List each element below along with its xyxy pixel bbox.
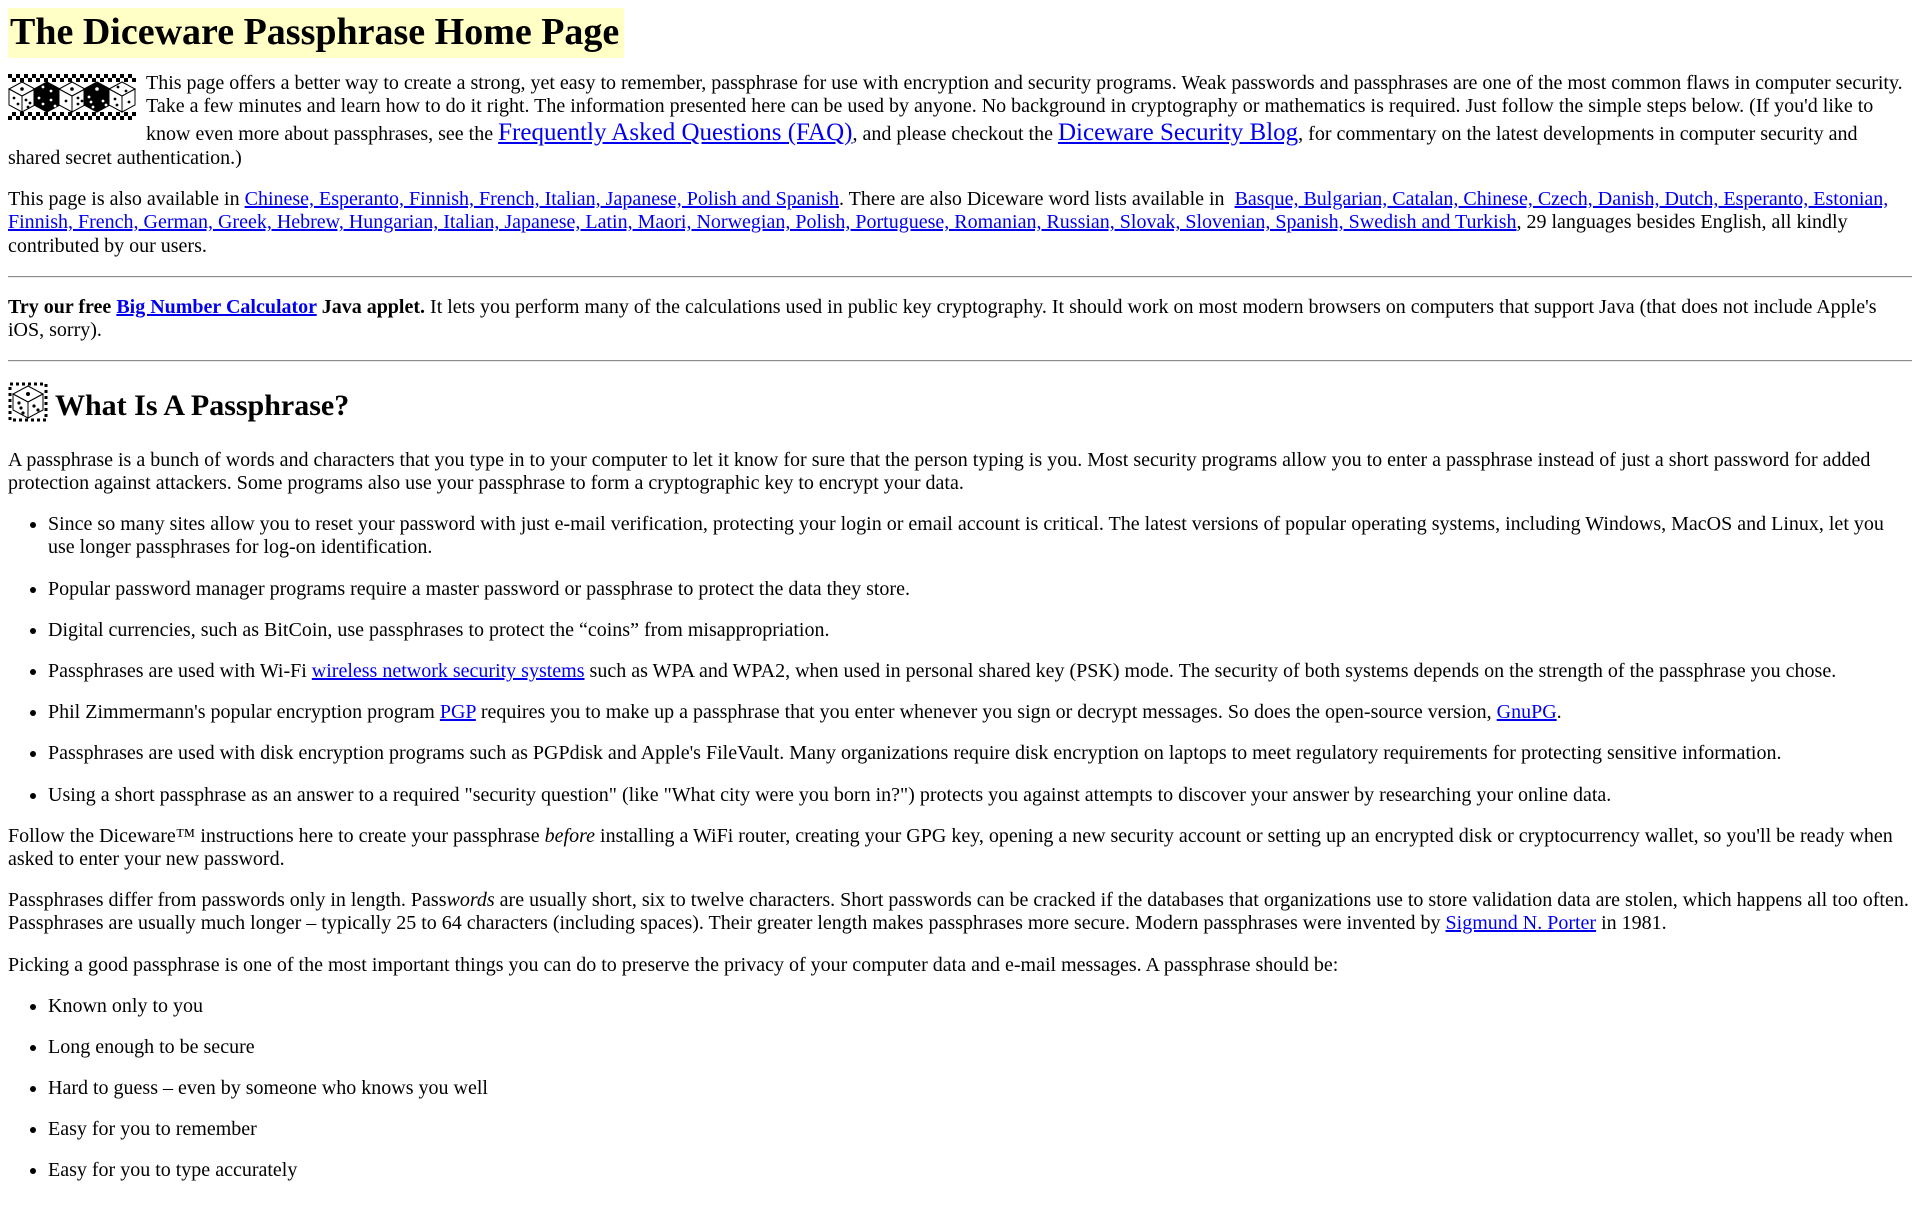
text-run: requires you to make up a passphrase that you enter whenever you sign or decrypt messages. So does the open-source version, xyxy=(475,701,1497,724)
follow-instructions-paragraph xyxy=(8,825,1912,871)
list-item: • Known only to you xyxy=(48,995,1912,1018)
list-item: • Long enough to be secure xyxy=(48,1036,1912,1059)
link-chinese-esperanto-finnish-french-italian-japanes[interactable]: Chinese, Esperanto, Finnish, French, Italian, Japanese, Polish and Spanish xyxy=(244,188,839,211)
intro-paragraph xyxy=(8,72,1912,171)
list-item xyxy=(48,619,1912,642)
list-item xyxy=(48,513,1912,559)
list-item xyxy=(48,660,1912,683)
text-run: Popular password manager programs require a master password or passphrase to protect the data they store. xyxy=(48,577,910,600)
list-item xyxy=(48,784,1912,807)
list-item xyxy=(48,742,1912,765)
availability-paragraph xyxy=(8,188,1912,258)
divider xyxy=(8,276,1912,278)
text-run: Try our free xyxy=(8,295,117,318)
text-run: before xyxy=(544,824,596,847)
text-run: Passphrases are used with Wi-Fi xyxy=(48,660,312,683)
text-run: are usually short, six to twelve characters. Short passwords can be cracked if the databases that organizations use to store validation data are stolen, which happens all too often. Passphrases are usually much longer – typically 25 to 64 characters (including spaces). Their greater length makes passphrases more secure. Modern passphrases were invented by xyxy=(8,889,1909,935)
intro-block xyxy=(8,72,1912,171)
link-sigmund-n-porter[interactable]: Sigmund N. Porter xyxy=(1445,912,1597,935)
text-run: Passphrases are used with disk encryption programs such as PGPdisk and Apple's FileVault. Many organizations require disk encryption on laptops to meet regulatory requirements for protecting sensitive information. xyxy=(48,742,1782,765)
passphrase-qualities-list xyxy=(8,995,1912,1183)
text-run: in 1981. xyxy=(1596,912,1667,935)
text-run: Since so many sites allow you to reset your password with just e-mail verification, protecting your login or email account is critical. The latest versions of popular operating systems, including Windows, MacOS and Linux, let you use longer passphrases for log-on identification. xyxy=(48,513,1884,559)
text-run: such as WPA and WPA2, when used in personal shared key (PSK) mode. The security of both systems depends on the strength of the passphrase you chose. xyxy=(584,660,1837,683)
passphrase-uses-list xyxy=(8,513,1912,807)
text-run: Phil Zimmermann's popular encryption program xyxy=(48,701,440,724)
text-run: Follow the Diceware™ instructions here to create your passphrase xyxy=(8,824,545,847)
text-run: This page is also available in xyxy=(8,188,245,211)
page-title xyxy=(8,10,1912,56)
text-run: installing a WiFi router, creating your GPG key, opening a new security account or setting up an encrypted disk or cryptocurrency wallet, so you'll be ready when asked to enter your new password. xyxy=(8,824,1893,870)
link-basque-bulgarian-catalan-chinese-czech-danish-du[interactable]: Basque, Bulgarian, Catalan, Chinese, Czech, Danish, Dutch, Esperanto, Estonian, Finnish, French, German, Greek, Hebrew, Hungarian, Italian, Japanese, Latin, Maori, Norwegian, Polish, Portuguese, Romanian, Russian, Slovak, Slovenian, Spanish, Swedish and Turkish xyxy=(8,188,1889,234)
section-heading xyxy=(8,382,1912,431)
list-item: • Easy for you to type accurately xyxy=(48,1159,1912,1182)
link-frequently-asked-questions-faq[interactable]: Frequently Asked Questions (FAQ) xyxy=(498,118,853,146)
text-run: , and please checkout the xyxy=(852,122,1058,145)
text-run: Java applet. xyxy=(316,295,426,318)
divider xyxy=(8,360,1912,362)
text-run: Using a short passphrase as an answer to a required "security question" (like "What city were you born in?") protects you against attempts to discover your answer by researching your online data. xyxy=(48,783,1612,806)
text-run: , for commentary on the latest developments in computer security and shared secret authentication.) xyxy=(8,122,1858,169)
password-length-paragraph xyxy=(8,889,1912,935)
section-heading-text: What Is A Passphrase? xyxy=(55,389,350,423)
passphrase-intro-paragraph: A passphrase is a bunch of words and characters that you type in to your computer to let it know for sure that the person typing is you. Most security programs allow you to enter a passphrase instead of just a short password for added protection against attackers. Some programs also use your passphrase to form a cryptographic key to encrypt your data. xyxy=(8,448,1871,495)
text-run: . There are also Diceware word lists available in xyxy=(838,188,1235,211)
list-item: • Easy for you to remember xyxy=(48,1118,1912,1141)
calculator-paragraph xyxy=(8,296,1912,342)
list-item xyxy=(48,701,1912,724)
text-run: words xyxy=(446,889,495,912)
text-run: . xyxy=(1556,701,1562,724)
link-big-number-calculator[interactable]: Big Number Calculator xyxy=(116,295,317,318)
dice-banner-image xyxy=(8,74,136,126)
text-run: Digital currencies, such as BitCoin, use passphrases to protect the “coins” from misappropriation. xyxy=(48,618,830,641)
link-gnupg[interactable]: GnuPG xyxy=(1496,701,1557,724)
link-diceware-security-blog[interactable]: Diceware Security Blog xyxy=(1057,118,1299,146)
link-wireless-network-security-systems[interactable]: wireless network security systems xyxy=(311,660,585,683)
text-run: , 29 languages besides English, all kindly contributed by our users. xyxy=(8,211,1848,257)
text-run: It lets you perform many of the calculations used in public key cryptography. It should work on most modern browsers on computers that support Java (that does not include Apple's iOS, sorry). xyxy=(8,295,1877,341)
qualities-intro-paragraph: Picking a good passphrase is one of the most important things you can do to preserve the privacy of your computer data and e-mail messages. A passphrase should be: xyxy=(8,953,1339,976)
list-item xyxy=(48,578,1912,601)
list-item: • Hard to guess – even by someone who knows you well xyxy=(48,1077,1912,1100)
link-pgp[interactable]: PGP xyxy=(439,701,476,724)
text-run: This page offers a better way to create a strong, yet easy to remember, passphrase for use with encryption and security programs. Weak passwords and passphrases are one of the most common flaws in computer security. Take a few minutes and learn how to do it right. The information presented here can be used by anyone. No background in cryptography or mathematics is required. Just follow the simple steps below. (If you'd like to know even more about passphrases, see the xyxy=(146,71,1903,145)
die-icon xyxy=(8,382,48,431)
page-title-highlight: The Diceware Passphrase Home Page xyxy=(8,8,624,58)
text-run: Passphrases differ from passwords only in length. Pass xyxy=(8,889,447,912)
